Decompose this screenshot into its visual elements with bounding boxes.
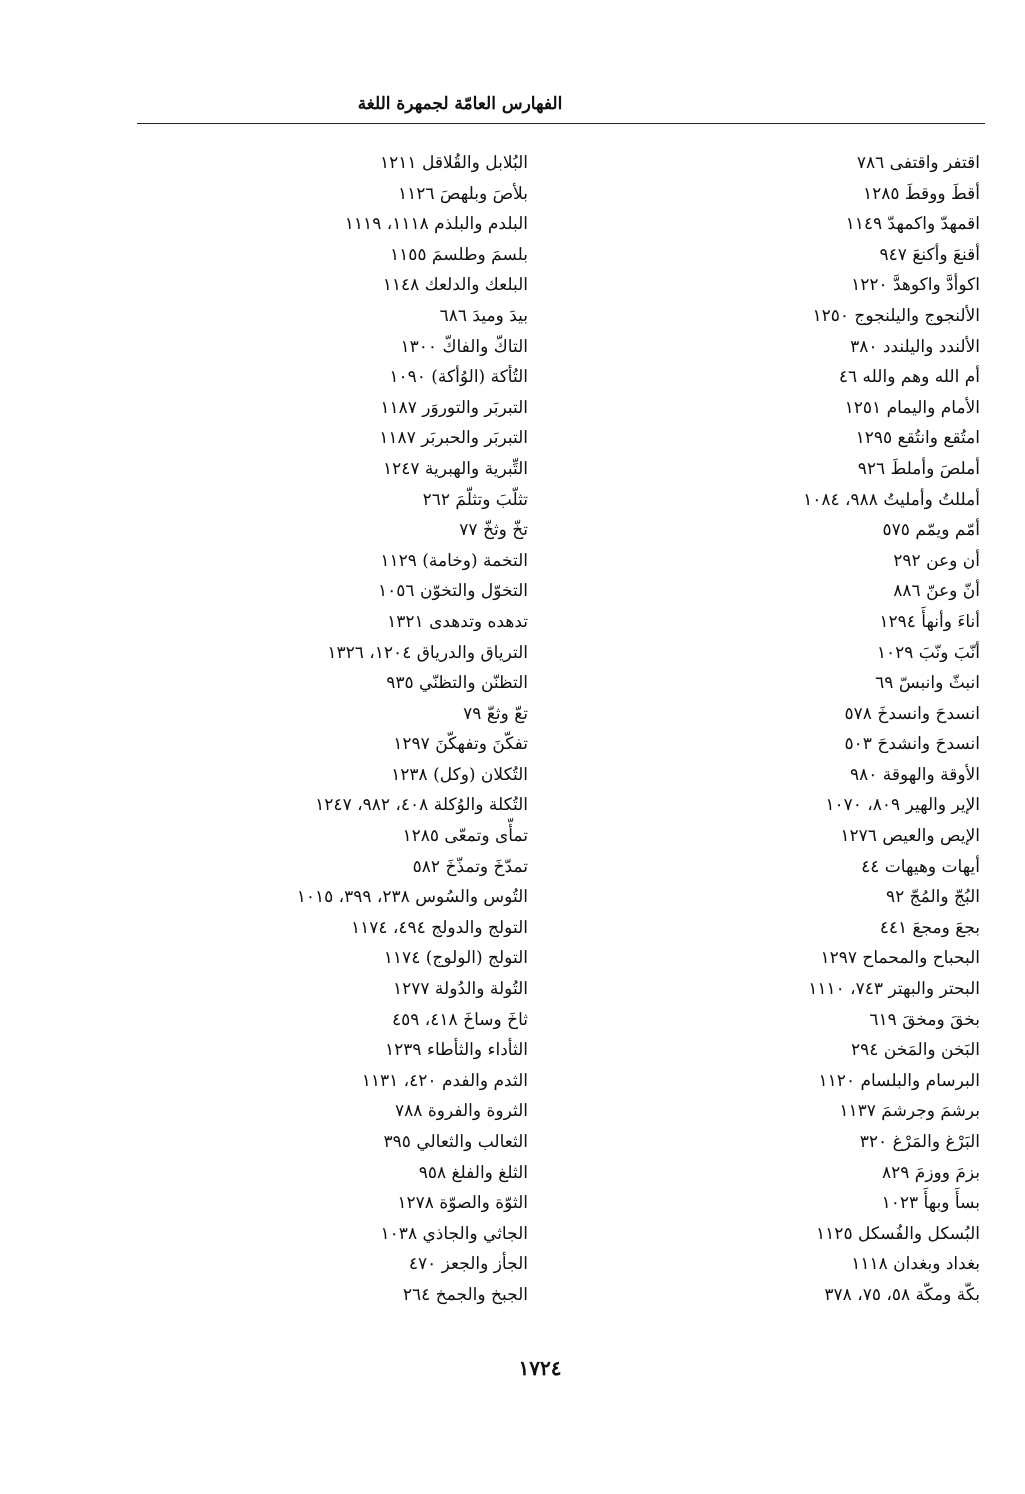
index-entry: أيهات وهيهات ٤٤ — [861, 856, 980, 877]
index-entry: التُأكة (الوُأكة) ١٠٩٠ — [389, 367, 528, 388]
index-entry: بسأَ وبهأَ ١٠٢٣ — [881, 1193, 980, 1214]
index-entry: البُلابل والقُلاقل ١٢١١ — [380, 153, 528, 173]
index-entry: الثدم والفدم ٤٢٠، ١١٣١ — [361, 1070, 528, 1091]
index-column-right — [600, 148, 980, 1311]
index-entry: البلدم والبلذم ١١١٨، ١١١٩ — [344, 214, 528, 235]
index-entry: الإيص والعيص ١٢٧٦ — [840, 826, 980, 847]
index-entry: البلعك والدلعك ١١٤٨ — [382, 275, 528, 296]
index-entry: التُوس والسُوس ٢٣٨، ٣٩٩، ١٠١٥ — [296, 887, 528, 908]
index-entry: انسدحَ وانشدحَ ٥٠٣ — [844, 734, 980, 755]
index-entry: تخّ وثخّ ٧٧ — [459, 520, 528, 541]
index-entry: الجأز والجعز ٤٧٠ — [408, 1254, 528, 1275]
index-entry: أن وعن ٢٩٢ — [893, 550, 980, 571]
index-entry: تثلّبَ وتثلّمَ ٢٦٢ — [422, 489, 528, 510]
index-entry: البُجّ والمُجّ ٩٢ — [886, 887, 980, 908]
index-entry: التظنّن والتظنّي ٩٣٥ — [386, 673, 528, 694]
index-entry: تفكّنَ وتفهكّنَ ١٢٩٧ — [393, 734, 528, 755]
index-entry: بلسمَ وطلسمَ ١١٥٥ — [389, 244, 528, 265]
index-entry: التولج (الولوج) ١١٧٤ — [383, 948, 528, 969]
index-entry: بلأصَ وبلهصَ ١١٢٦ — [398, 183, 528, 204]
index-entry: الثأداء والثأطاء ١٢٣٩ — [385, 1040, 528, 1061]
index-entry: أقطَ ووقطَ ١٢٨٥ — [862, 183, 980, 204]
index-entry: بغداد وبغدان ١١١٨ — [851, 1254, 980, 1275]
index-entry: التاكّ والفاكّ ١٣٠٠ — [400, 336, 528, 357]
index-entry: التِّبرية والهبرية ١٢٤٧ — [382, 458, 528, 479]
index-entry: ثاخَ وساخَ ٤١٨، ٤٥٩ — [391, 1009, 528, 1030]
index-entry: التبربَر والحبربَر ١١٨٧ — [379, 428, 528, 449]
index-entry: التبربَر والتوروَر ١١٨٧ — [380, 397, 528, 418]
index-column-left — [148, 148, 528, 1311]
index-entry: أنّ وعنّ ٨٨٦ — [893, 581, 980, 602]
index-entry: الجبخ والجمخ ٢٦٤ — [402, 1284, 528, 1305]
index-entry: الإير والهير ٨٠٩، ١٠٧٠ — [825, 795, 980, 816]
index-entry: بزمَ ووزمَ ٨٢٩ — [881, 1162, 980, 1183]
index-entry: أمللتُ وأمليتُ ٩٨٨، ١٠٨٤ — [803, 489, 980, 510]
index-entry: انبثّ وانبسّ ٦٩ — [875, 673, 980, 694]
index-entry: تمأّى وتمعّى ١٢٨٥ — [402, 826, 528, 847]
index-entry: التُكلة والوُكلة ٤٠٨، ٩٨٢، ١٢٤٧ — [315, 795, 528, 816]
index-entry: امتُقع وانتُقع ١٢٩٥ — [855, 428, 980, 449]
index-entry: الثروة والفروة ٧٨٨ — [395, 1101, 528, 1122]
index-entry: تدهده وتدهدى ١٣٢١ — [387, 611, 528, 632]
index-entry: التُولة والدُولة ١٢٧٧ — [393, 979, 528, 1000]
index-entry: الثوّة والصوّة ١٢٧٨ — [397, 1193, 528, 1214]
index-entry: أملصَ وأملطَ ٩٢٦ — [857, 458, 980, 479]
index-entry: الثلغ والفلغ ٩٥٨ — [418, 1162, 528, 1183]
index-entry: اقتفر واقتفى ٧٨٦ — [856, 153, 980, 173]
index-entry: أمّم ويمّم ٥٧٥ — [882, 520, 980, 541]
index-entry: الألنجوج واليلنجوج ١٢٥٠ — [812, 305, 980, 326]
index-entry: بيدَ وميدَ ٦٨٦ — [439, 305, 528, 326]
index-entry: بجعَ ومجعَ ٤٤١ — [879, 917, 980, 938]
running-header: الفهارس العامّة لجمهرة اللغة — [357, 94, 563, 114]
index-entry: الثعالب والثعالي ٣٩٥ — [383, 1132, 528, 1152]
index-entry: البحتر والبهتر ٧٤٣، ١١١٠ — [808, 979, 980, 1000]
index-entry: الجاثي والجاذي ١٠٣٨ — [380, 1223, 528, 1244]
index-entry: برشمَ وجرشمَ ١١٣٧ — [839, 1101, 980, 1122]
index-entry: الترياق والدرياق ١٢٠٤، ١٣٢٦ — [327, 642, 528, 663]
index-entry: البحباح والمحماح ١٢٩٧ — [820, 948, 980, 969]
index-entry: بخقَ ومخقَ ٦١٩ — [869, 1009, 980, 1030]
index-entry: أم الله وهم والله ٤٦ — [838, 367, 980, 388]
index-entry: التخوّل والتخوّن ١٠٥٦ — [378, 581, 528, 602]
index-entry: البرسام والبلسام ١١٢٠ — [818, 1070, 980, 1091]
page-number: ١٧٢٤ — [518, 1356, 562, 1380]
index-entry: انسدحَ وانسدخَ ٥٧٨ — [844, 703, 980, 724]
index-entry: بكّة ومكّة ٥٨، ٧٥، ٣٧٨ — [824, 1284, 980, 1305]
index-entry: التخمة (وخامة) ١١٢٩ — [380, 550, 528, 571]
index-entry: اقمهدّ واكمهدّ ١١٤٩ — [845, 214, 980, 235]
header-rule — [137, 123, 985, 124]
index-entry: أنّبَ ونّبَ ١٠٢٩ — [876, 642, 980, 663]
index-entry: أناءَ وأنهأَ ١٢٩٤ — [879, 611, 980, 632]
index-entry: البَرْغ والمَرْغ ٣٢٠ — [859, 1132, 980, 1152]
index-entry: تعّ وثعّ ٧٩ — [463, 703, 528, 724]
index-entry: أقنعَ وأكنعَ ٩٤٧ — [879, 244, 980, 265]
index-entry: التولج والدولج ٤٩٤، ١١٧٤ — [350, 917, 528, 938]
index-entry: البَخن والمَخن ٢٩٤ — [850, 1040, 980, 1061]
index-entry: الألندد واليلندد ٣٨٠ — [850, 336, 980, 357]
index-entry: اكوأدَّ واكوهدَّ ١٢٢٠ — [851, 275, 980, 296]
index-entry: الأوقة والهوقة ٩٨٠ — [849, 764, 980, 785]
index-entry: تمدّخَ وتمذّخَ ٥٨٢ — [412, 856, 528, 877]
index-entry: البُسكل والفُسكل ١١٢٥ — [816, 1223, 980, 1244]
index-entry: التُكلان (وكل) ١٢٣٨ — [391, 764, 528, 785]
index-entry: الأمام واليمام ١٢٥١ — [844, 397, 980, 418]
